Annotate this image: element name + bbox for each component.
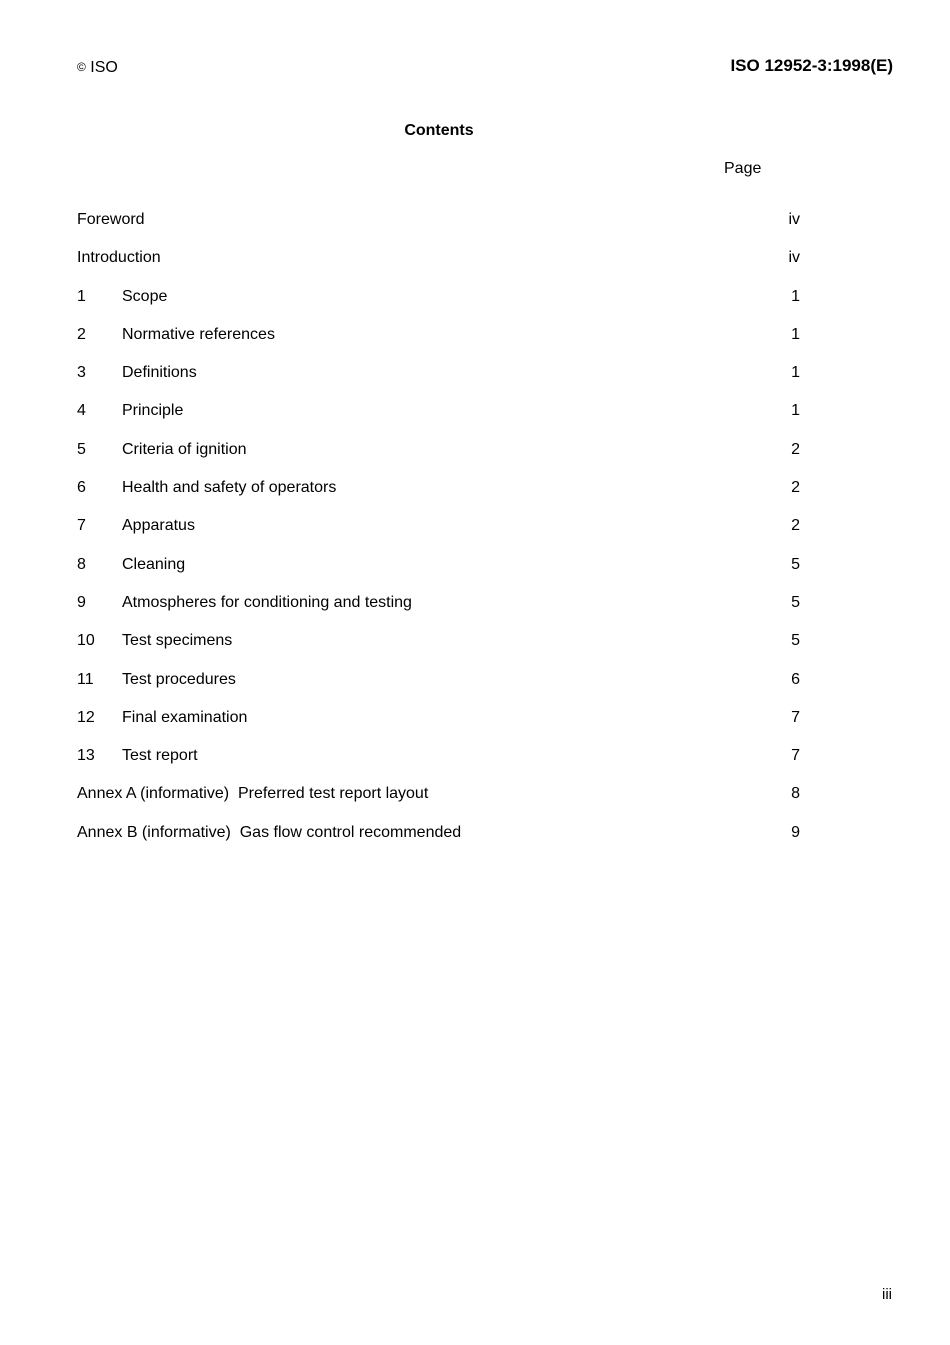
toc-entry-label: Test specimens	[122, 632, 233, 650]
toc-entry-label: Annex B (informative) Gas flow control recommended	[77, 823, 462, 841]
toc-entry-test-report[interactable]	[77, 746, 800, 784]
toc-entry-number: 13	[77, 747, 95, 765]
toc-entry-page: iv	[788, 249, 800, 267]
toc-entry-cleaning[interactable]	[77, 555, 800, 593]
toc-entry-test-specimens[interactable]	[77, 631, 800, 669]
toc-entry-number: 12	[77, 708, 95, 726]
toc-entry-page: 6	[791, 670, 800, 688]
page-column-label: Page	[724, 160, 762, 177]
toc-entry-number: 6	[77, 479, 86, 497]
toc-entry-number: 1	[77, 287, 86, 305]
toc-entry-number: 5	[77, 440, 86, 458]
toc-entry-apparatus[interactable]	[77, 516, 800, 554]
toc-entry-health-and-safety[interactable]	[77, 478, 800, 516]
toc-entry-number: 7	[77, 517, 86, 535]
table-of-contents	[77, 210, 800, 861]
toc-entry-number: 2	[77, 325, 86, 343]
toc-entry-criteria-of-ignition[interactable]	[77, 440, 800, 478]
toc-entry-label: Final examination	[122, 708, 248, 726]
toc-entry-label: Apparatus	[122, 517, 195, 535]
toc-entry-label: Test procedures	[122, 670, 236, 688]
toc-entry-page: 8	[791, 785, 800, 803]
toc-entry-label: Foreword	[77, 211, 145, 228]
toc-entry-page: iv	[788, 211, 800, 228]
toc-entry-page: 5	[791, 555, 800, 573]
toc-entry-scope[interactable]	[77, 287, 800, 325]
toc-entry-page: 1	[791, 364, 800, 382]
toc-entry-page: 9	[791, 823, 800, 841]
toc-entry-label: Annex A (informative) Preferred test report layout	[77, 785, 429, 803]
toc-entry-introduction[interactable]	[77, 248, 800, 286]
toc-entry-page: 2	[791, 517, 800, 535]
toc-entry-principle[interactable]	[77, 401, 800, 439]
toc-entry-label: Test report	[122, 747, 198, 765]
toc-entry-page: 7	[791, 747, 800, 765]
toc-entry-label: Cleaning	[122, 555, 186, 573]
toc-entry-label: Scope	[122, 287, 168, 305]
toc-entry-label: Atmospheres for conditioning and testing	[122, 593, 412, 611]
toc-entry-page: 1	[791, 402, 800, 420]
toc-entry-annex-b[interactable]	[77, 823, 800, 861]
copyright-symbol: ©	[77, 60, 86, 74]
toc-entry-test-procedures[interactable]	[77, 670, 800, 708]
toc-entry-number: 3	[77, 364, 86, 382]
toc-entry-label: Introduction	[77, 249, 161, 267]
toc-entry-definitions[interactable]	[77, 363, 800, 401]
toc-entry-label: Principle	[122, 402, 184, 420]
toc-entry-label: Normative references	[122, 325, 275, 343]
toc-entry-label: Definitions	[122, 364, 197, 382]
header-standard-id: ISO 12952-3:1998(E)	[730, 56, 893, 75]
toc-entry-page: 5	[791, 632, 800, 650]
toc-entry-normative-references[interactable]	[77, 325, 800, 363]
footer-page-number: iii	[882, 1286, 892, 1303]
toc-entry-page: 5	[791, 593, 800, 611]
toc-entry-number: 4	[77, 402, 86, 420]
toc-entry-number: 9	[77, 593, 86, 611]
toc-entry-page: 1	[791, 287, 800, 305]
toc-entry-final-examination[interactable]	[77, 708, 800, 746]
toc-entry-number: 11	[77, 670, 94, 688]
toc-entry-atmospheres[interactable]	[77, 593, 800, 631]
toc-entry-label: Criteria of ignition	[122, 440, 247, 458]
toc-entry-number: 10	[77, 632, 95, 650]
toc-entry-number: 8	[77, 555, 86, 573]
toc-entry-page: 2	[791, 479, 800, 497]
header-copyright	[77, 57, 118, 78]
toc-entry-page: 1	[791, 325, 800, 343]
header-publisher: ISO	[90, 59, 118, 76]
toc-entry-foreword[interactable]	[77, 210, 800, 248]
toc-entry-page: 7	[791, 708, 800, 726]
toc-entry-label: Health and safety of operators	[122, 479, 337, 497]
page-title: Contents	[404, 122, 474, 139]
toc-entry-annex-a[interactable]	[77, 784, 800, 822]
toc-entry-page: 2	[791, 440, 800, 458]
